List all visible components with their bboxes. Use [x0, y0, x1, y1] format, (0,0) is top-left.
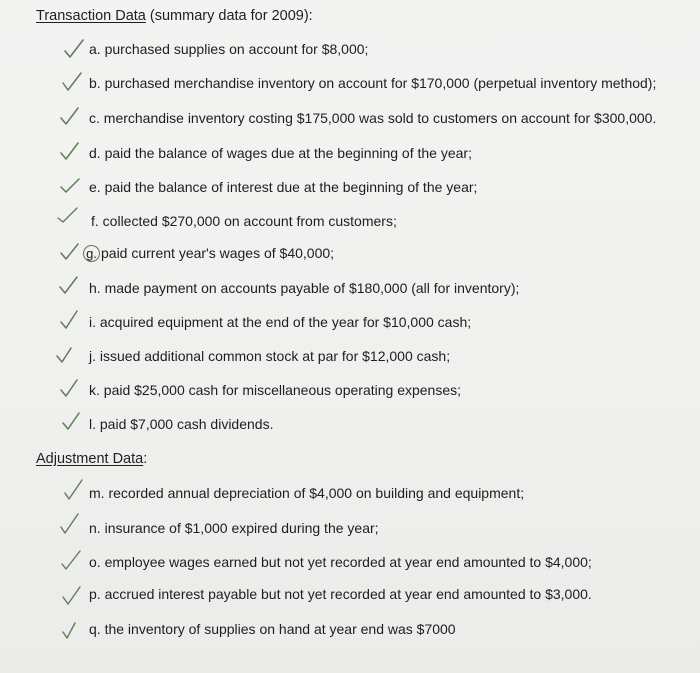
- item-text: purchased supplies on account for $8,000;: [104, 41, 369, 57]
- checkmark-icon: [62, 620, 82, 642]
- item-letter: n.: [89, 520, 101, 536]
- transaction-item-g: [83, 243, 334, 263]
- item-text: paid the balance of interest due at the beginning of the year;: [104, 179, 478, 195]
- transaction-data-heading: [36, 8, 313, 24]
- transaction-item-c: [89, 108, 656, 128]
- adjustment-item-n: [89, 518, 379, 538]
- checkmark-icon: [56, 344, 76, 366]
- item-text: made payment on accounts payable of $180,000 (all for inventory);: [104, 280, 520, 296]
- adjustment-item-o: [89, 552, 592, 572]
- item-letter: k.: [89, 382, 100, 398]
- adjustment-item-q: [89, 619, 456, 639]
- item-letter: j.: [89, 348, 96, 364]
- checkmark-icon: [64, 38, 84, 60]
- item-letter: m.: [89, 485, 105, 501]
- item-letter: p.: [89, 586, 101, 602]
- item-letter: a.: [89, 41, 101, 57]
- checkmark-icon: [60, 548, 80, 570]
- transaction-heading-title: Transaction Data: [36, 8, 146, 24]
- item-text: issued additional common stock at par for $12,000 cash;: [99, 348, 451, 364]
- item-text: the inventory of supplies on hand at year end was $7000: [104, 621, 456, 637]
- transaction-item-h: [89, 278, 519, 298]
- item-text: paid the balance of wages due at the beginning of the year;: [104, 145, 472, 161]
- item-letter: o.: [89, 554, 101, 570]
- transaction-item-l: [89, 414, 273, 434]
- item-text: purchased merchandise inventory on account for $170,000 (perpetual inventory method);: [104, 75, 657, 91]
- checkmark-icon: [60, 377, 80, 399]
- item-letter: c.: [89, 110, 100, 126]
- checkmark-icon: [62, 71, 82, 93]
- checkmark-icon: [62, 583, 82, 605]
- checkmark-icon: [62, 410, 82, 432]
- transaction-item-e: [89, 177, 477, 197]
- checkmark-icon: [60, 140, 80, 162]
- item-letter: h.: [89, 280, 101, 296]
- adjustment-heading-title: Adjustment Data: [36, 451, 144, 467]
- item-letter: q.: [89, 621, 101, 637]
- item-text: paid $7,000 cash dividends.: [99, 416, 274, 432]
- adjustment-item-p: [89, 584, 592, 604]
- checkmark-icon: [60, 241, 80, 263]
- checkmark-icon: [60, 512, 80, 534]
- transaction-item-f: [91, 211, 397, 231]
- transaction-item-j: [89, 346, 450, 366]
- checkmark-icon: [64, 478, 84, 500]
- item-text: paid $25,000 cash for miscellaneous operating expenses;: [103, 382, 462, 398]
- item-text: employee wages earned but not yet recorded at year end amounted to $4,000;: [104, 554, 592, 570]
- checkmark-icon: [60, 174, 80, 196]
- checkmark-icon: [59, 274, 79, 296]
- checkmark-icon: [60, 309, 80, 331]
- item-text: merchandise inventory costing $175,000 was sold to customers on account for $300,000.: [103, 110, 657, 126]
- transaction-item-a: [89, 39, 368, 59]
- adjustment-item-m: [89, 483, 524, 503]
- item-text: paid current year's wages of $40,000;: [101, 245, 335, 261]
- item-text: recorded annual depreciation of $4,000 on building and equipment;: [108, 485, 525, 501]
- transaction-item-b: [89, 73, 656, 93]
- item-letter: b.: [89, 75, 101, 91]
- item-letter: g.: [86, 246, 97, 261]
- item-letter: i.: [89, 314, 96, 330]
- transaction-item-i: [89, 312, 471, 332]
- transaction-item-d: [89, 143, 472, 163]
- item-text: accrued interest payable but not yet recorded at year end amounted to $3,000.: [104, 586, 592, 602]
- adjustment-data-heading: [36, 451, 147, 467]
- transaction-item-k: [89, 380, 461, 400]
- item-letter: e.: [89, 179, 101, 195]
- circled-letter-annotation: [83, 245, 100, 262]
- checkmark-icon: [57, 204, 77, 226]
- adjustment-heading-colon: :: [143, 451, 148, 467]
- checkmark-icon: [60, 105, 80, 127]
- item-letter: d.: [89, 145, 101, 161]
- item-text: acquired equipment at the end of the year for $10,000 cash;: [99, 314, 472, 330]
- item-text: collected $270,000 on account from customers;: [102, 213, 397, 229]
- item-text: insurance of $1,000 expired during the year;: [104, 520, 379, 536]
- transaction-heading-subtitle: (summary data for 2009):: [145, 8, 313, 24]
- item-letter: f.: [91, 213, 99, 229]
- item-letter: l.: [89, 416, 96, 432]
